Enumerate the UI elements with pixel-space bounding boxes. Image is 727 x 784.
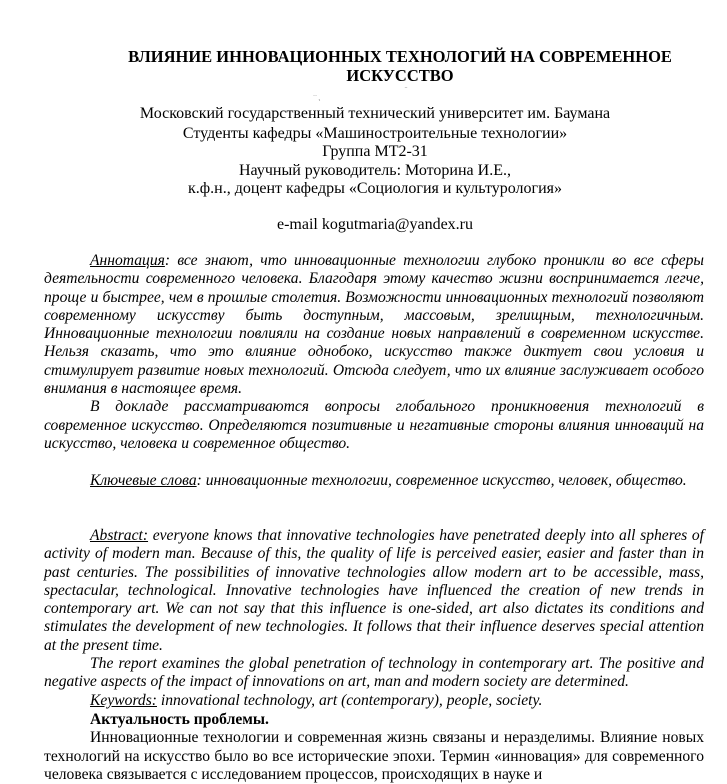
keywords-en-paragraph xyxy=(44,692,704,710)
section-paragraph: Инновационные технологии и современная жизнь связаны и неразделимы. Влияние новых технологий на искусство было во все исторические эпохи. Термин «инновация» для современного человека связывается с исследованием процессов, происходящих в науке и xyxy=(44,729,704,783)
abstract-paragraph-1 xyxy=(44,527,704,655)
department-line: Студенты кафедры «Машиностроительные технологии» xyxy=(182,125,568,142)
university-line: Московский государственный технический университет им. Баумана xyxy=(139,105,611,122)
abstract-paragraph-2: The report examines the global penetration of technology in contemporary art. The positive and negative aspects of the impact of innovations on art, man and modern society are determined. xyxy=(44,655,704,691)
supervisor-title-line: к.ф.н., доцент кафедры «Социология и культурология» xyxy=(187,180,562,197)
title-line-2: ИСКУССТВО xyxy=(346,66,454,85)
annotation-text-1: : все знают, что инновационные технологии глубоко проникли во все сферы деятельности современного человека. Благодаря этому качество жизни воспринимается легче, проще и быстрее, чем в прошлые столетия. Возможности инновационных технологий позволяют современному искусству быть доступным, массовым, зрелищным, технологичным. Инновационные технологии повлияли на создание новых направлений в современном искусстве. Нельзя сказать, что это влияние однобоко, искусство также диктует свои условия и стимулирует развитие новых технологий. Отсюда следует, что их влияние заслуживает особого внимания в настоящее время. xyxy=(44,252,704,398)
abstract-label: Abstract: xyxy=(90,527,149,544)
keywords-ru-label: Ключевые слова xyxy=(90,472,197,489)
supervisor-line: Научный руководитель: Моторина И.Е., xyxy=(239,162,511,179)
annotation-paragraph-1 xyxy=(44,252,704,398)
clipped-text-artifact: ˙˙ ˛ xyxy=(313,95,321,101)
email-line: e-mail kogutmaria@yandex.ru xyxy=(277,216,473,233)
group-line: Группа МТ2-31 xyxy=(322,143,428,160)
abstract-text-1: everyone knows that innovative technologies have penetrated deeply into all spheres of activity of modern man. Because of this, the quality of life is perceived easier, easier and faster than in past centuries. The possibilities of innovative technologies allow modern art to be accessible, mass, spectacular, technological. Innovative technologies have influenced the creation of new trends in contemporary art. We can not say that this influence is one-sided, art also dictates its conditions and stimulates the development of new technologies. It follows that their influence deserves special attention at the present time. xyxy=(44,527,704,654)
title-line-1: ВЛИЯНИЕ ИННОВАЦИОННЫХ ТЕХНОЛОГИЙ НА СОВРЕМЕННОЕ xyxy=(128,47,672,66)
annotation-paragraph-2: В докладе рассматриваются вопросы глобального проникновения технологий в современное искусство. Определяются позитивные и негативные стороны влияния инноваций на искусство, человека и современное общество. xyxy=(44,398,704,452)
keywords-en-text: innovational technology, art (contemporary), people, society. xyxy=(157,691,543,709)
annotation-ru xyxy=(44,252,704,453)
section-heading: Актуальность проблемы. xyxy=(90,711,269,728)
section-actuality xyxy=(44,711,704,784)
keywords-ru-text: : инновационные технологии, современное искусство, человек, общество. xyxy=(196,472,687,489)
keywords-ru xyxy=(44,472,704,490)
paper-title xyxy=(100,47,700,85)
annotation-label: Аннотация xyxy=(90,252,165,269)
clipped-text-artifact: ‾ xyxy=(405,88,407,94)
keywords-ru-paragraph xyxy=(44,472,704,490)
keywords-en-label: Keywords: xyxy=(90,691,157,709)
abstract-en xyxy=(44,527,704,710)
